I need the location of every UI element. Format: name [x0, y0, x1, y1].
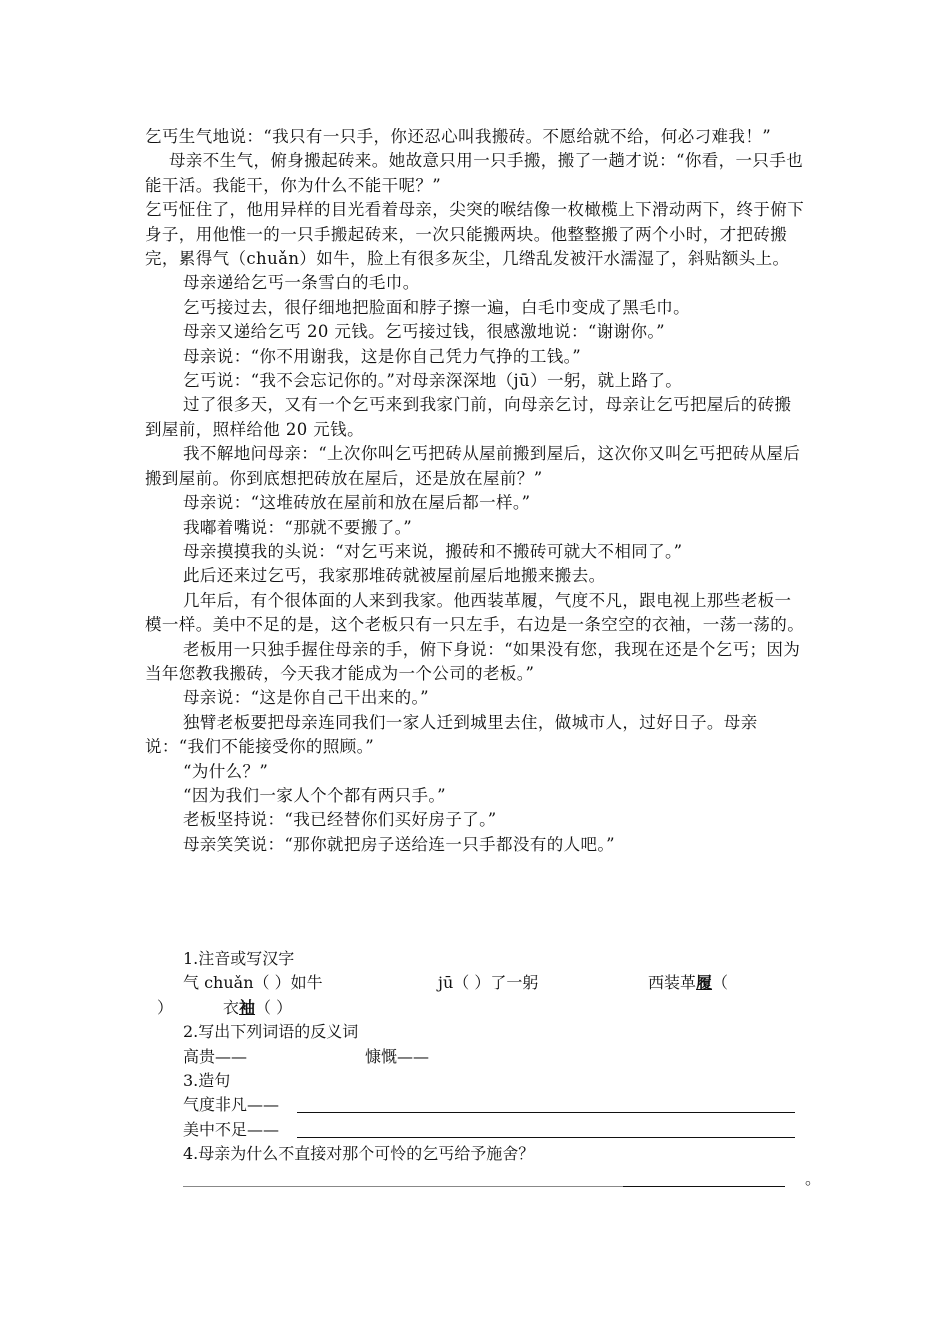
- story-paragraph: 乞丐生气地说：“我只有一只手，你还忍心叫我搬砖。不愿给就不给，何必刁难我！”: [145, 127, 772, 146]
- story-paragraph: 母亲说：“这是你自己干出来的。”: [183, 688, 430, 708]
- pinyin-item-xiu: 衣袖（ ）: [223, 997, 293, 1017]
- story-paragraph: 母亲说：“你不用谢我，这是你自己凭力气挣的工钱。”: [183, 346, 582, 366]
- question-2-title: 2.写出下列词语的反义词: [183, 1022, 359, 1042]
- sentence-item-2: [145, 1118, 815, 1142]
- story-paragraph: 母亲不生气，俯身搬起砖来。她故意只用一只手搬，搬了一趟才说：“你看，一只手也能干活。我能干，你为什么不能干呢？”: [145, 151, 804, 195]
- answer-line[interactable]: [183, 1186, 623, 1187]
- story-paragraph: 母亲摸摸我的头说：“对乞丐来说，搬砖和不搬砖可就大不相同了。”: [183, 541, 683, 561]
- question-4-answer: [145, 1167, 822, 1191]
- question-1-items: [145, 971, 815, 995]
- question-3: [145, 1069, 815, 1093]
- question-4-title: 4.母亲为什么不直接对那个可怜的乞丐给予施舍？: [183, 1144, 535, 1164]
- sentence-word-1: 气度非凡——: [183, 1095, 280, 1115]
- story-paragraph: 独臂老板要把母亲连同我们一家人迁到城里去住，做城市人，过好日子。母亲说：“我们不能接受你的照顾。”: [145, 712, 758, 757]
- story-paragraph: 几年后，有个很体面的人来到我家。他西装革履，气度不凡，跟电视上那些老板一模一样。美中不足的是，这个老板只有一只左手，右边是一条空空的衣袖，一荡一荡的。: [145, 590, 805, 635]
- story-paragraph: 老板用一只独手握住母亲的手，俯下身说：“如果没有您，我现在还是个乞丐；因为当年您教我搬砖，今天我才能成为一个公司的老板。”: [145, 639, 801, 683]
- story-paragraph: 我嘟着嘴说：“那就不要搬了。”: [183, 517, 413, 537]
- antonym-item-1: 高贵——: [183, 1046, 248, 1066]
- underlined-char: 袖: [239, 997, 256, 1017]
- pinyin-item-lv: 西装革履（: [648, 973, 729, 993]
- answer-line[interactable]: [297, 1137, 795, 1138]
- story-paragraph: “为什么？”: [183, 761, 269, 781]
- sentence-word-2: 美中不足——: [183, 1119, 280, 1139]
- question-1-items-cont: [145, 996, 815, 1020]
- pinyin-item-lv-close: ）: [157, 997, 174, 1017]
- story-paragraph: 过了很多天，又有一个乞丐来到我家门前，向母亲乞讨，母亲让乞丐把屋后的砖搬到屋前，照样给他 20 元钱。: [145, 395, 792, 439]
- question-1-title: 1.注音或写汉字: [183, 949, 295, 968]
- underlined-char: 履: [696, 973, 713, 993]
- sentence-item-1: [145, 1093, 815, 1117]
- story-paragraph: 乞丐怔住了，他用异样的目光看着母亲，尖突的喉结像一枚橄榄上下滑动两下，终于俯下身子，用他惟一的一只手搬起砖来，一次只能搬两块。他整整搬了两个小时，才把砖搬完，累得气（chuǎn）如牛，脸上有很多灰尘，几绺乱发被汗水濡湿了，斜贴额头上。: [145, 200, 805, 269]
- question-1: [145, 947, 815, 971]
- story-paragraph: 乞丐说：“我不会忘记你的。”对母亲深深地（jū）一躬，就上路了。: [183, 371, 683, 391]
- pinyin-item-ju: jū（ ）了一躬: [438, 973, 539, 993]
- story-paragraph: 母亲笑笑说：“那你就把房子送给连一只手都没有的人吧。”: [183, 834, 615, 854]
- period-mark: 。: [805, 1168, 822, 1188]
- pinyin-item-chuan: 气 chuǎn（ ）如牛: [183, 973, 323, 993]
- story-paragraph: “因为我们一家人个个都有两只手。”: [183, 785, 446, 805]
- answer-line[interactable]: [297, 1112, 795, 1113]
- question-3-title: 3.造句: [183, 1070, 231, 1090]
- exercise-section: [145, 947, 822, 1191]
- story-paragraph: 母亲递给乞丐一条雪白的毛巾。: [183, 273, 420, 293]
- story-text: [145, 125, 805, 857]
- story-paragraph: 母亲说：“这堆砖放在屋前和放在屋后都一样。”: [183, 493, 531, 513]
- question-2: [145, 1020, 815, 1044]
- story-paragraph: 我不解地问母亲：“上次你叫乞丐把砖从屋前搬到屋后，这次你又叫乞丐把砖从屋后搬到屋前。你到底想把砖放在屋后，还是放在屋前？”: [145, 444, 801, 488]
- story-paragraph: 此后还来过乞丐，我家那堆砖就被屋前屋后地搬来搬去。: [183, 566, 606, 586]
- story-paragraph: 母亲又递给乞丐 20 元钱。乞丐接过钱，很感激地说：“谢谢你。”: [183, 322, 665, 342]
- question-2-items: [145, 1045, 815, 1069]
- question-4: [145, 1142, 815, 1166]
- answer-line[interactable]: [623, 1186, 785, 1187]
- story-paragraph: 老板坚持说：“我已经替你们买好房子了。”: [183, 810, 497, 830]
- story-paragraph: 乞丐接过去，很仔细地把脸面和脖子擦一遍，白毛巾变成了黑毛巾。: [183, 297, 690, 317]
- antonym-item-2: 慷慨——: [365, 1046, 430, 1066]
